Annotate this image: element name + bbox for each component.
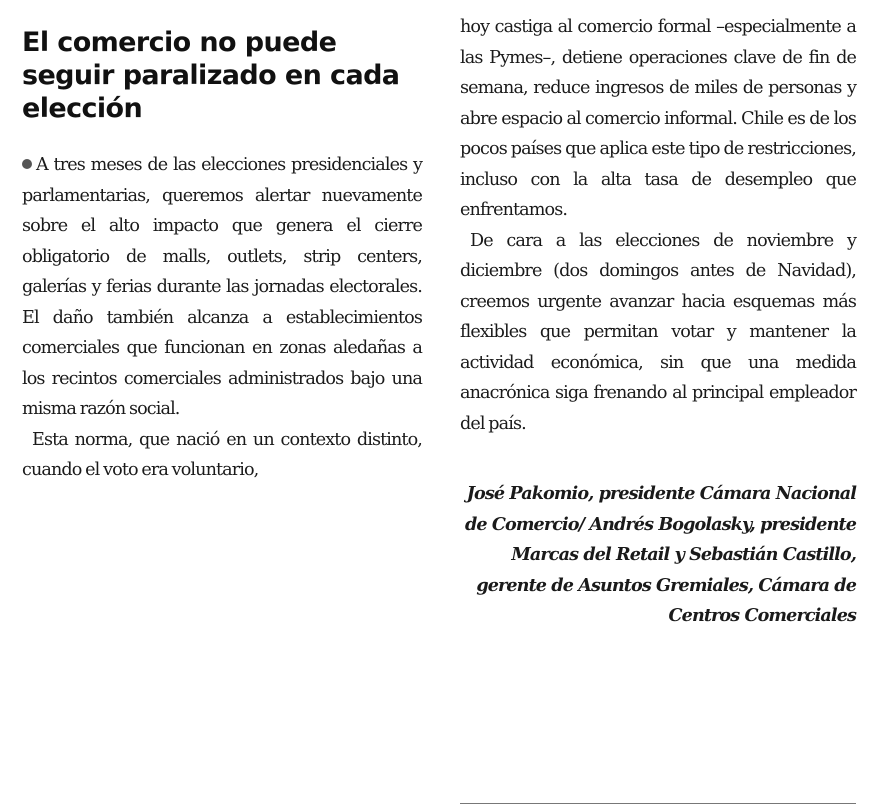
paragraph-1 xyxy=(22,150,422,425)
headline: El comercio no puede seguir paralizado en cada elección xyxy=(22,27,400,124)
paragraph-4: De cara a las elecciones de noviembre y diciembre (dos domingos antes de Navidad), creemos urgente avanzar hacia esquemas más flexibles que permitan votar y mantener la actividad económica, sin que una medida anacrónica siga frenando al principal empleador del país. xyxy=(460,230,856,434)
paragraph-1-text: A tres meses de las elecciones presidenciales y parlamentarias, queremos alertar nuevamente sobre el alto impacto que genera el cierre obligatorio de malls, outlets, strip centers, galerías y ferias durante las jornadas electorales. El daño también alcanza a establecimientos comerciales que funcionan en zonas aledañas a los recintos comerciales administrados bajo una misma razón social. xyxy=(22,155,422,419)
signature: José Pakomio, presidente Cámara Nacional de Comercio/ Andrés Bogolasky, presidente Marcas del Retail y Sebastián Castillo, gerente de Asuntos Gremiales, Cámara de Centros Comerciales xyxy=(464,483,856,626)
left-column xyxy=(22,0,422,486)
bullet-icon xyxy=(22,159,32,169)
paragraph-2: Esta norma, que nació en un contexto distinto, cuando el voto era voluntario, xyxy=(22,429,422,480)
paragraph-3: hoy castiga al comercio formal –especialmente a las Pymes–, detiene operaciones clave de fin de semana, reduce ingresos de miles de personas y abre espacio al comercio informal. Chile es de los pocos países que aplica este tipo de restricciones, incluso con la alta tasa de desempleo que enfrentamos. xyxy=(460,17,856,220)
right-column xyxy=(460,0,856,632)
bottom-divider xyxy=(460,803,856,804)
